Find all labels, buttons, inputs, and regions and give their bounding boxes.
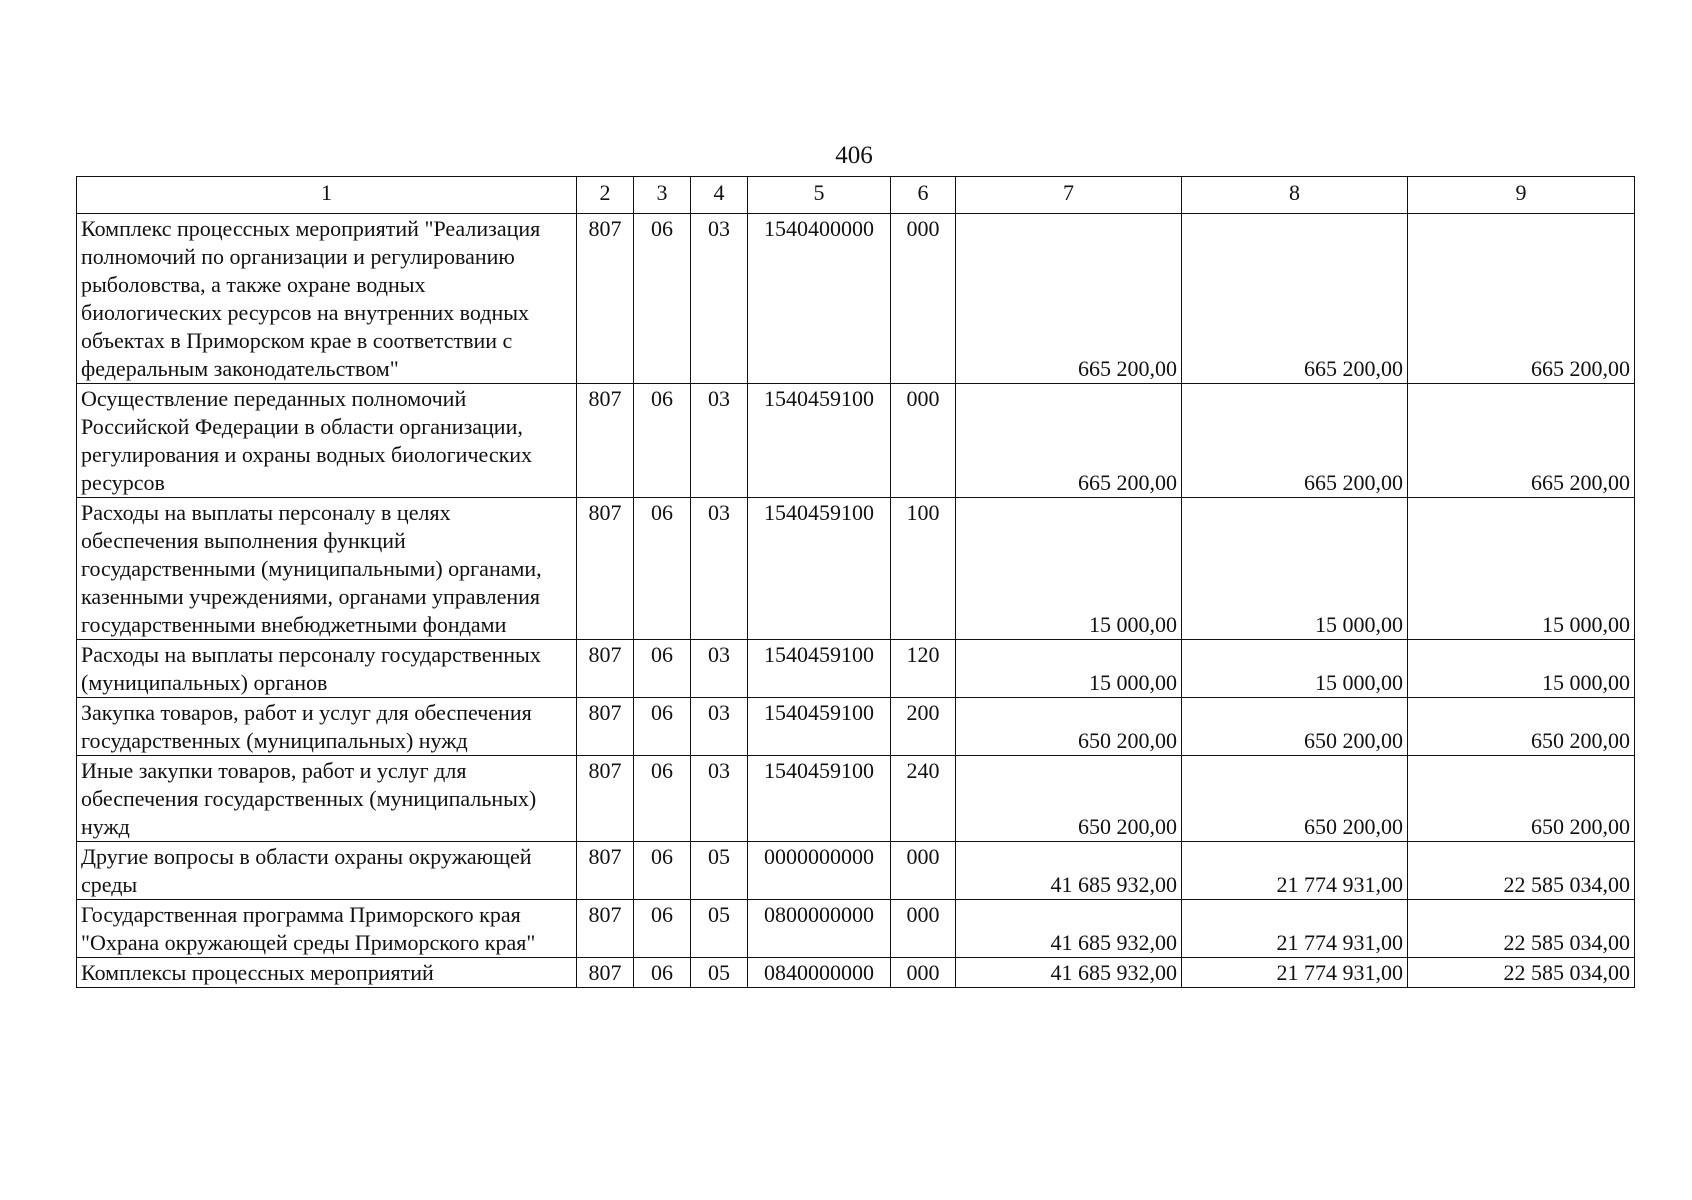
cell-c2: 807 [577,698,634,756]
column-header: 5 [748,177,891,214]
cell-c8: 665 200,00 [1182,214,1408,384]
cell-c7: 650 200,00 [956,698,1182,756]
cell-c9: 22 585 034,00 [1408,900,1635,958]
column-header: 4 [691,177,748,214]
cell-c5: 0840000000 [748,958,891,988]
row-name: Осуществление переданных полномочий Российской Федерации в области организации, регулирования и охраны водных биологических ресурсов [77,384,577,498]
cell-c8: 15 000,00 [1182,498,1408,640]
cell-c6: 120 [891,640,956,698]
cell-c2: 807 [577,214,634,384]
cell-c8: 21 774 931,00 [1182,842,1408,900]
table-row [77,958,1635,988]
row-name: Иные закупки товаров, работ и услуг для обеспечения государственных (муниципальных) нужд [77,756,577,842]
cell-c7: 15 000,00 [956,640,1182,698]
cell-c8: 21 774 931,00 [1182,900,1408,958]
cell-c9: 650 200,00 [1408,698,1635,756]
row-name: Другие вопросы в области охраны окружающей среды [77,842,577,900]
column-header: 8 [1182,177,1408,214]
cell-c3: 06 [634,958,691,988]
column-header: 1 [77,177,577,214]
cell-c6: 200 [891,698,956,756]
table-row [77,498,1635,640]
column-header: 7 [956,177,1182,214]
table-row [77,842,1635,900]
table-row [77,756,1635,842]
cell-c6: 240 [891,756,956,842]
row-name: Расходы на выплаты персоналу государственных (муниципальных) органов [77,640,577,698]
table-row [77,384,1635,498]
cell-c6: 100 [891,498,956,640]
row-name: Закупка товаров, работ и услуг для обеспечения государственных (муниципальных) нужд [77,698,577,756]
cell-c5: 1540400000 [748,214,891,384]
cell-c8: 665 200,00 [1182,384,1408,498]
cell-c2: 807 [577,842,634,900]
row-name: Государственная программа Приморского края "Охрана окружающей среды Приморского края" [77,900,577,958]
cell-c7: 665 200,00 [956,384,1182,498]
table-row [77,698,1635,756]
cell-c9: 650 200,00 [1408,756,1635,842]
cell-c5: 1540459100 [748,498,891,640]
cell-c3: 06 [634,384,691,498]
cell-c6: 000 [891,214,956,384]
cell-c9: 665 200,00 [1408,214,1635,384]
column-header: 2 [577,177,634,214]
cell-c9: 22 585 034,00 [1408,842,1635,900]
cell-c5: 1540459100 [748,384,891,498]
cell-c4: 05 [691,842,748,900]
row-name: Комплекс процессных мероприятий "Реализация полномочий по организации и регулированию рыболовства, а также охране водных биологических ресурсов на внутренних водных объектах в Приморском крае в соответствии с федеральным законодательством" [77,214,577,384]
row-name: Расходы на выплаты персоналу в целях обеспечения выполнения функций государственными (муниципальными) органами, казенными учреждениями, органами управления государственными внебюджетными фондами [77,498,577,640]
header-row [77,177,1635,214]
cell-c9: 15 000,00 [1408,640,1635,698]
cell-c9: 15 000,00 [1408,498,1635,640]
cell-c4: 03 [691,698,748,756]
cell-c4: 05 [691,958,748,988]
cell-c3: 06 [634,640,691,698]
column-header: 3 [634,177,691,214]
row-name: Комплексы процессных мероприятий [77,958,577,988]
budget-table [76,176,1635,988]
column-header: 9 [1408,177,1635,214]
cell-c2: 807 [577,756,634,842]
cell-c3: 06 [634,698,691,756]
table-row [77,640,1635,698]
cell-c7: 41 685 932,00 [956,958,1182,988]
cell-c4: 03 [691,756,748,842]
cell-c6: 000 [891,842,956,900]
cell-c7: 665 200,00 [956,214,1182,384]
cell-c7: 41 685 932,00 [956,842,1182,900]
cell-c3: 06 [634,214,691,384]
cell-c5: 0800000000 [748,900,891,958]
cell-c8: 650 200,00 [1182,756,1408,842]
table-row [77,214,1635,384]
cell-c5: 1540459100 [748,640,891,698]
cell-c3: 06 [634,498,691,640]
cell-c7: 41 685 932,00 [956,900,1182,958]
cell-c4: 03 [691,384,748,498]
cell-c8: 650 200,00 [1182,698,1408,756]
cell-c8: 21 774 931,00 [1182,958,1408,988]
cell-c4: 03 [691,214,748,384]
cell-c6: 000 [891,900,956,958]
table-row [77,900,1635,958]
cell-c3: 06 [634,900,691,958]
cell-c6: 000 [891,958,956,988]
cell-c4: 05 [691,900,748,958]
cell-c3: 06 [634,756,691,842]
cell-c3: 06 [634,842,691,900]
cell-c2: 807 [577,384,634,498]
cell-c5: 1540459100 [748,756,891,842]
cell-c7: 650 200,00 [956,756,1182,842]
cell-c6: 000 [891,384,956,498]
cell-c5: 1540459100 [748,698,891,756]
cell-c5: 0000000000 [748,842,891,900]
cell-c2: 807 [577,958,634,988]
cell-c2: 807 [577,640,634,698]
cell-c9: 22 585 034,00 [1408,958,1635,988]
column-header: 6 [891,177,956,214]
cell-c4: 03 [691,640,748,698]
cell-c4: 03 [691,498,748,640]
page-number: 406 [835,142,873,169]
cell-c2: 807 [577,900,634,958]
cell-c7: 15 000,00 [956,498,1182,640]
cell-c9: 665 200,00 [1408,384,1635,498]
cell-c2: 807 [577,498,634,640]
cell-c8: 15 000,00 [1182,640,1408,698]
